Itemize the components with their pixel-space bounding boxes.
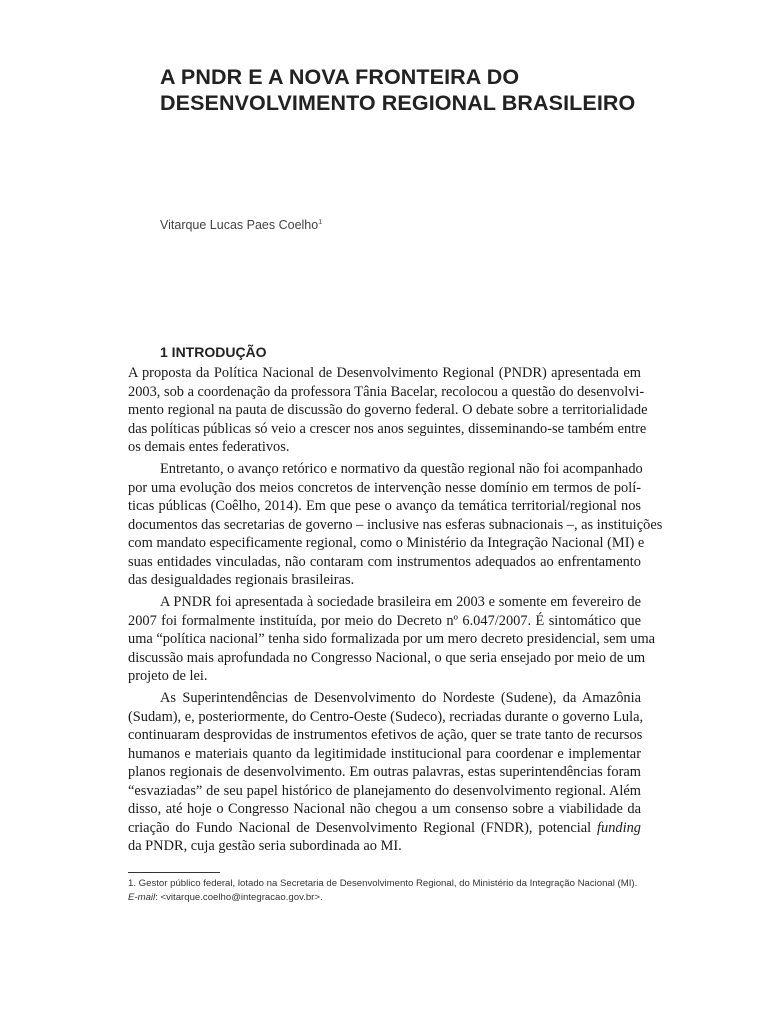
italic-term: funding	[597, 819, 641, 836]
text-line: continuaram desprovidas de instrumentos efetivos de ação, quer se trate tanto de recursos	[128, 727, 643, 744]
text-line: (Sudam), e, posteriormente, do Centro-Oeste (Sudeco), recriadas durante o governo Lula,	[128, 708, 644, 725]
footnote-email-line	[128, 891, 648, 905]
text-line: das políticas públicas só veio a crescer nos anos seguintes, disseminando-se também entre	[128, 420, 647, 437]
footnote-divider	[128, 872, 220, 873]
paragraph	[128, 460, 663, 590]
email-label: E-mail	[128, 892, 156, 903]
text-line: mento regional na pauta de discussão do governo federal. O debate sobre a territorialidade	[128, 402, 648, 418]
text-line: suas entidades vinculadas, não contaram com instrumentos adequados ao enfrentamento	[128, 553, 641, 570]
text-line: disso, até hoje o Congresso Nacional não chegou a um consenso sobre a viabilidade da	[128, 801, 641, 818]
paragraph	[128, 364, 648, 457]
text-line: “esvaziadas” de seu papel histórico de planejamento do desenvolvimento regional. Além	[128, 782, 641, 799]
text-line: discussão mais aprofundada no Congresso Nacional, o que seria ensejado por meio de um	[128, 649, 646, 666]
text-line: das desigualdades regionais brasileiras.	[128, 572, 355, 589]
text-line: documentos das secretarias de governo – inclusive nas esferas subnacionais –, as instituições	[128, 516, 663, 533]
text-line: 2003, sob a coordenação da professora Tânia Bacelar, recolocou a questão do desenvolvi-	[128, 383, 645, 400]
text-line: planos regionais de desenvolvimento. Em outras palavras, estas superintendências foram	[128, 764, 641, 781]
text-line: 2007 foi formalmente instituída, por meio do Decreto nº 6.047/2007. É sintomático que	[128, 612, 641, 629]
text-line: Entretanto, o avanço retórico e normativo da questão regional não foi acompanhado	[160, 461, 643, 478]
chapter-title-line: DESENVOLVIMENTO REGIONAL BRASILEIRO	[160, 91, 636, 115]
author-footnote-mark: 1	[318, 219, 323, 226]
text-line: As Superintendências de Desenvolvimento do Nordeste (Sudene), da Amazônia	[160, 690, 641, 707]
text-line: A PNDR foi apresentada à sociedade brasileira em 2003 e somente em fevereiro de	[160, 594, 641, 611]
text-line: por uma evolução dos meios concretos de intervenção nesse domínio em termos de polí-	[128, 479, 641, 496]
section-heading: 1 INTRODUÇÃO	[160, 344, 267, 360]
email-address: : <vitarque.coelho@integracao.gov.br>.	[155, 892, 323, 903]
text-line: ticas públicas (Coêlho, 2014). Em que pese o avanço da temática territorial/regional nos	[128, 498, 641, 515]
paragraph	[128, 593, 656, 686]
body-text	[128, 364, 663, 859]
chapter-title-line: A PNDR E A NOVA FRONTEIRA DO	[160, 65, 520, 89]
author-line	[160, 218, 322, 232]
author-name: Vitarque Lucas Paes Coelho	[160, 218, 319, 232]
text-line: os demais entes federativos.	[128, 439, 290, 455]
paragraph	[128, 689, 644, 856]
text-line: projeto de lei.	[128, 668, 208, 685]
text-line: com mandato especificamente regional, como o Ministério da Integração Nacional (MI) e	[128, 535, 645, 552]
footnote	[128, 877, 648, 905]
chapter-title	[160, 64, 720, 116]
text-line: criação do Fundo Nacional de Desenvolvimento Regional (FNDR), potencial funding	[128, 819, 641, 836]
text-line: A proposta da Política Nacional de Desenvolvimento Regional (PNDR) apresentada em	[128, 365, 641, 381]
text-line: uma “política nacional” tenha sido formalizada por um mero decreto presidencial, sem uma	[128, 631, 656, 648]
text-line: da PNDR, cuja gestão seria subordinada ao MI.	[128, 838, 402, 855]
text-line: humanos e materiais quanto da legitimidade institucional para coordenar e implementar	[128, 745, 641, 762]
footnote-text: 1. Gestor público federal, lotado na Secretaria de Desenvolvimento Regional, do Ministério da Integração Nacional (MI).	[128, 878, 638, 889]
